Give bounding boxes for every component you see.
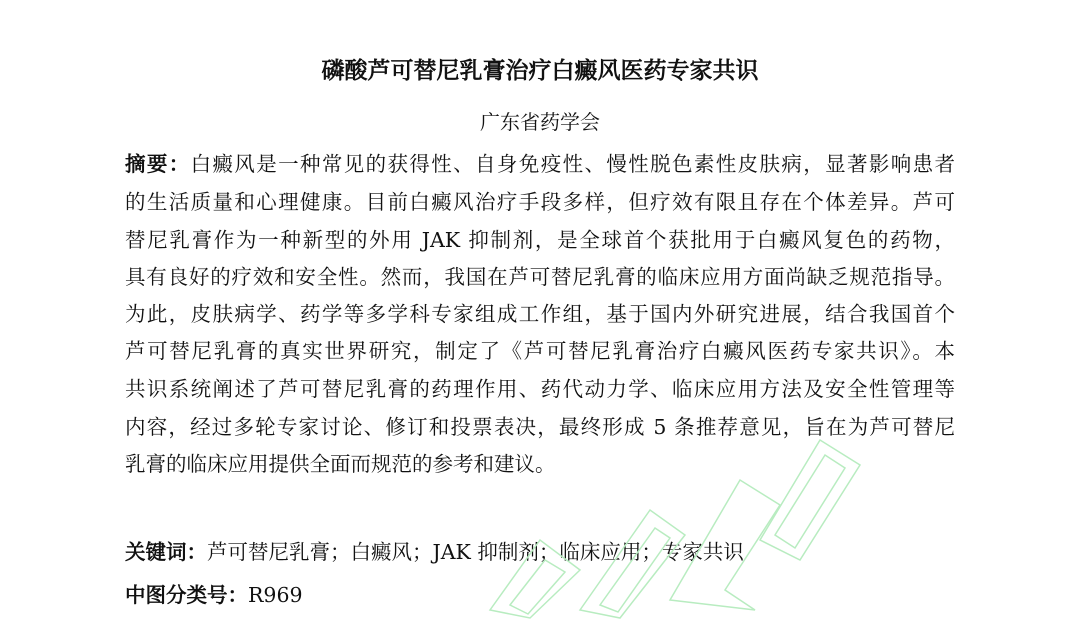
- classification-text: R969: [248, 583, 303, 607]
- abstract-line: 内容，经过多轮专家讨论、修订和投票表决，最终形成 5 条推荐意见，旨在为芦可替尼: [125, 415, 955, 439]
- abstract-line: 芦可替尼乳膏的真实世界研究，制定了《芦可替尼乳膏治疗白癜风医药专家共识》。本: [125, 339, 955, 363]
- document-title: 磷酸芦可替尼乳膏治疗白癜风医药专家共识: [321, 58, 759, 84]
- abstract-line: 共识系统阐述了芦可替尼乳膏的药理作用、药代动力学、临床应用方法及安全性管理等: [125, 377, 955, 401]
- abstract-line: 乳膏的临床应用提供全面而规范的参考和建议。: [125, 452, 556, 476]
- keywords-label: 关键词：: [125, 540, 207, 564]
- classification-number: [125, 582, 955, 608]
- abstract-line: [125, 151, 955, 177]
- author: 广东省药学会: [480, 110, 600, 134]
- abstract-line: 替尼乳膏作为一种新型的外用 JAK 抑制剂，是全球首个获批用于白癜风复色的药物，: [125, 228, 955, 252]
- classification-label: 中图分类号：: [125, 583, 248, 607]
- abstract-line: 的生活质量和心理健康。目前白癜风治疗手段多样，但疗效有限且存在个体差异。芦可: [125, 190, 955, 214]
- abstract-line: 具有良好的疗效和安全性。然而，我国在芦可替尼乳膏的临床应用方面尚缺乏规范指导。: [125, 265, 955, 289]
- abstract-text: 白癜风是一种常见的获得性、自身免疫性、慢性脱色素性皮肤病，显著影响患者: [190, 152, 956, 176]
- keywords-text: 芦可替尼乳膏；白癜风；JAK 抑制剂；临床应用；专家共识: [207, 540, 744, 564]
- abstract-line: 为此，皮肤病学、药学等多学科专家组成工作组，基于国内外研究进展，结合我国首个: [125, 302, 955, 326]
- abstract-label: 摘要：: [125, 152, 191, 176]
- keywords: [125, 539, 955, 565]
